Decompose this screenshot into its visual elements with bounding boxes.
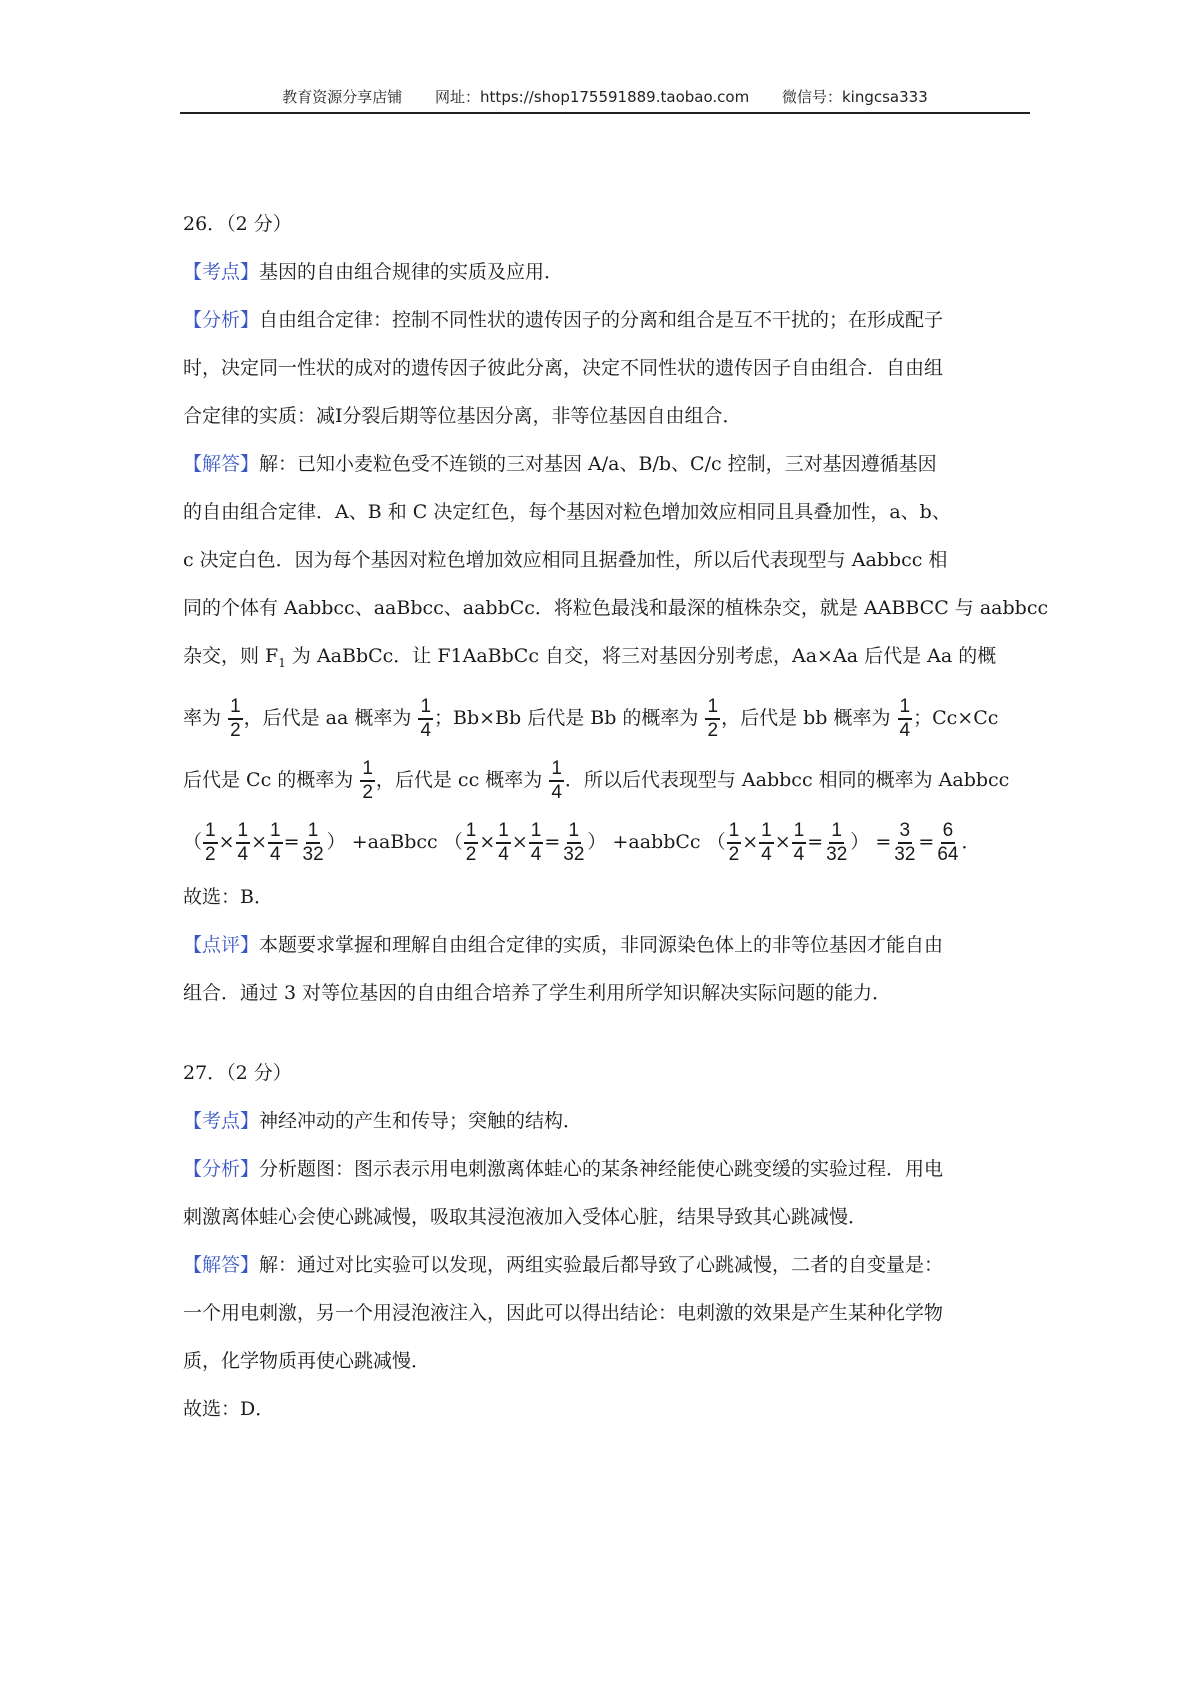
q26-jieda: 【解答】解：已知小麦粒色受不连锁的三对基因 A/a、B/b、C/c 控制，三对基因遵循基因 (183, 453, 937, 475)
q26-dianping: 【点评】本题要求掌握和理解自由组合定律的实质，非同源染色体上的非等位基因才能自由 (183, 933, 944, 956)
dianping-tag: 【点评】 (183, 933, 260, 956)
wechat-id: 微信号：kingcsa333 (781, 88, 928, 106)
q26-fenxi: 【分析】自由组合定律：控制不同性状的遗传因子的分离和组合是互不干扰的；在形成配子 (183, 309, 944, 331)
question-27-number: 27．（2 分） (183, 1061, 292, 1084)
q27-answer: 故选：D． (183, 1397, 275, 1420)
shop-name: 教育资源分享店铺 (282, 88, 403, 106)
jieda-tag: 【解答】 (183, 1253, 260, 1276)
shop-url[interactable]: 网址：https://shop175591889.taobao.com (435, 88, 750, 106)
q27-kaodian: 【考点】神经冲动的产生和传导；突触的结构． (183, 1109, 583, 1132)
text-line: 的自由组合定律．A、B 和 C 决定红色，每个基因对粒色增加效应相同且具叠加性，a、b、 (183, 501, 951, 523)
q27-jieda: 【解答】解：通过对比实验可以发现，两组实验最后都导致了心跳减慢，二者的自变量是： (183, 1253, 944, 1276)
question-26-number: 26．（2 分） (183, 213, 292, 235)
text-line: 杂交，则 $F_1$ 为 AaBbCc．让 F1AaBbCc 自交，将三对基因分别考虑，Aa×Aa 后代是 Aa 的概 (183, 645, 997, 670)
fraction: $\frac{1}{4}$ (420, 695, 432, 741)
text-line: 质，化学物质再使心跳减慢． (183, 1349, 431, 1372)
q26-kaodian: 【考点】基因的自由组合规律的实质及应用． (183, 261, 564, 283)
text-line: 组合．通过 3 对等位基因的自由组合培养了学生利用所学知识解决实际问题的能力． (183, 981, 892, 1004)
fraction: $\frac{1}{2}$ (230, 695, 241, 741)
fraction: $\frac{1}{2}$ (707, 695, 719, 741)
text-line: 刺激离体蛙心会使心跳减慢，吸取其浸泡液加入受体心脏，结果导致其心跳减慢． (183, 1205, 868, 1228)
text-line: c 决定白色．因为每个基因对粒色增加效应相同且据叠加性，所以后代表现型与 Aabbcc 相 (183, 549, 948, 571)
text-line: 时，决定同一性状的成对的遗传因子彼此分离，决定不同性状的遗传因子自由组合．自由组 (183, 357, 944, 379)
kaodian-tag: 【考点】 (183, 1109, 260, 1132)
page-header (180, 86, 1030, 114)
document-body (183, 200, 1049, 1433)
fenxi-tag: 【分析】 (183, 1157, 260, 1180)
kaodian-tag: 【考点】 (183, 261, 260, 283)
fraction: $\frac{1}{4}$ (899, 695, 911, 741)
q27-fenxi: 【分析】分析题图：图示表示用电刺激离体蛙心的某条神经能使心跳变缓的实验过程．用电 (183, 1157, 944, 1180)
probability-formula: （ $\frac{1}{2}$ × $\frac{1}{4}$ × $\frac{1}{4}$ = $\frac{1}{32}$ ） +aaBbcc （ $\frac{1}{2}$ × $\frac{1}{4}$ × $\frac{1}{4}$ = $\frac{1}{32}$ ） +aabbCc （ $\frac{1}{2}$ × $\frac{1}{4}$ × $\frac{1}{4}$ = $\frac{1}{32}$ ） = $\frac{3}{32}$ = $\frac{6}{64}$ ． (183, 819, 981, 865)
text-line: 同的个体有 Aabbcc、aaBbcc、aabbCc．将粒色最浅和最深的植株杂交，就是 AABBCC 与 aabbcc (183, 597, 1049, 619)
fenxi-tag: 【分析】 (183, 309, 260, 331)
probability-line-1: 率为 $\frac{1}{2}$ ，后代是 aa 概率为 $\frac{1}{4}$ ；Bb×Bb 后代是 Bb 的概率为 $\frac{1}{2}$ ，后代是 bb 概率为 $\frac{1}{4}$ ；Cc×Cc (183, 695, 999, 741)
fraction: $\frac{1}{2}$ (362, 757, 373, 803)
q26-answer: 故选：B． (183, 885, 273, 908)
text-line: 合定律的实质：减Ⅰ分裂后期等位基因分离，非等位基因自由组合． (183, 405, 742, 427)
fraction: $\frac{1}{4}$ (551, 757, 562, 803)
jieda-tag: 【解答】 (183, 453, 260, 475)
probability-line-2: 后代是 Cc 的概率为 $\frac{1}{2}$ ，后代是 cc 概率为 $\frac{1}{4}$ ．所以后代表现型与 Aabbcc 相同的概率为 Aabbcc (183, 757, 1010, 803)
text-line: 一个用电刺激，另一个用浸泡液注入，因此可以得出结论：电刺激的效果是产生某种化学物 (183, 1301, 944, 1324)
